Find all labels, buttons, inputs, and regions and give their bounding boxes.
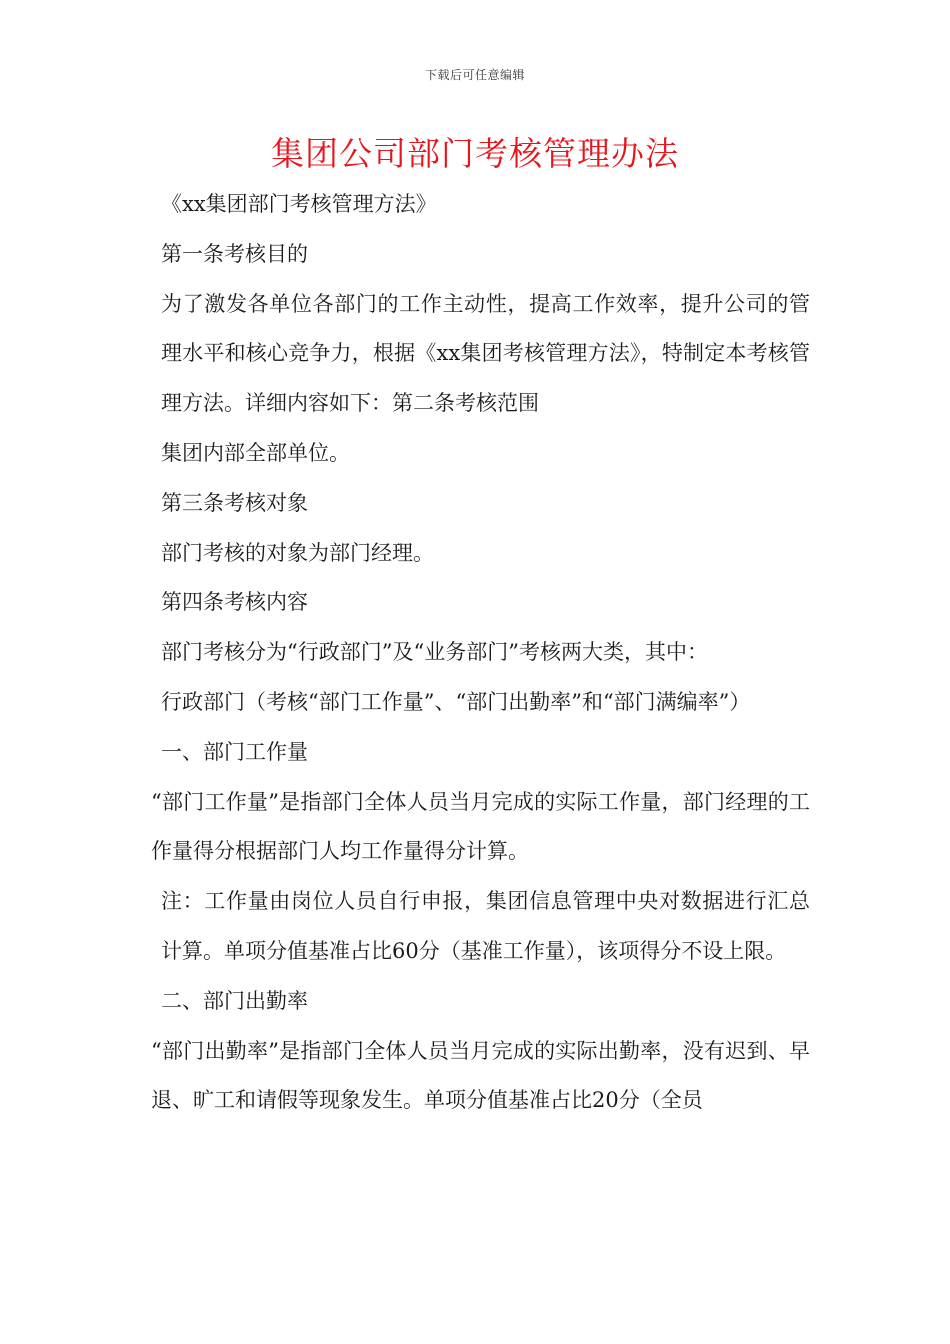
subtitle-paragraph: 《xx集团部门考核管理方法》 — [161, 192, 437, 216]
article-1-body: 为了激发各单位各部门的工作主动性，提高工作效率，提升公司的管理水平和核心竞争力，根据《xx集团考核管理方法》，特制定本考核管理方法。详细内容如下：第二条考核范围 — [161, 291, 810, 416]
article-4-body: 部门考核分为“行政部门”及“业务部门”考核两大类，其中： — [161, 640, 708, 665]
document-body — [145, 180, 810, 1126]
article-2-body: 集团内部全部单位。 — [161, 440, 350, 465]
article-3-body: 部门考核的对象为部门经理。 — [161, 540, 434, 565]
section-2-heading: 二、部门出勤率 — [161, 988, 308, 1013]
section-1-heading: 一、部门工作量 — [161, 739, 308, 764]
admin-dept-paragraph: 行政部门（考核“部门工作量”、“部门出勤率”和“部门满编率”） — [161, 689, 751, 714]
article-3-heading: 第三条考核对象 — [161, 490, 308, 515]
section-1-body: “部门工作量”是指部门全体人员当月完成的实际工作量，部门经理的工作量得分根据部门人均工作量得分计算。 — [151, 789, 810, 864]
article-1-heading: 第一条考核目的 — [161, 241, 308, 266]
article-4-heading: 第四条考核内容 — [161, 590, 308, 615]
header-note: 下载后可任意编辑 — [424, 68, 525, 82]
section-2-body: “部门出勤率”是指部门全体人员当月完成的实际出勤率，没有迟到、早退、旷工和请假等现象发生。单项分值基准占比20分（全员 — [151, 1038, 810, 1113]
section-1-note: 注：工作量由岗位人员自行申报，集团信息管理中央对数据进行汇总计算。单项分值基准占比60分（基准工作量），该项得分不设上限。 — [161, 889, 810, 963]
document-title: 集团公司部门考核管理办法 — [271, 134, 679, 173]
